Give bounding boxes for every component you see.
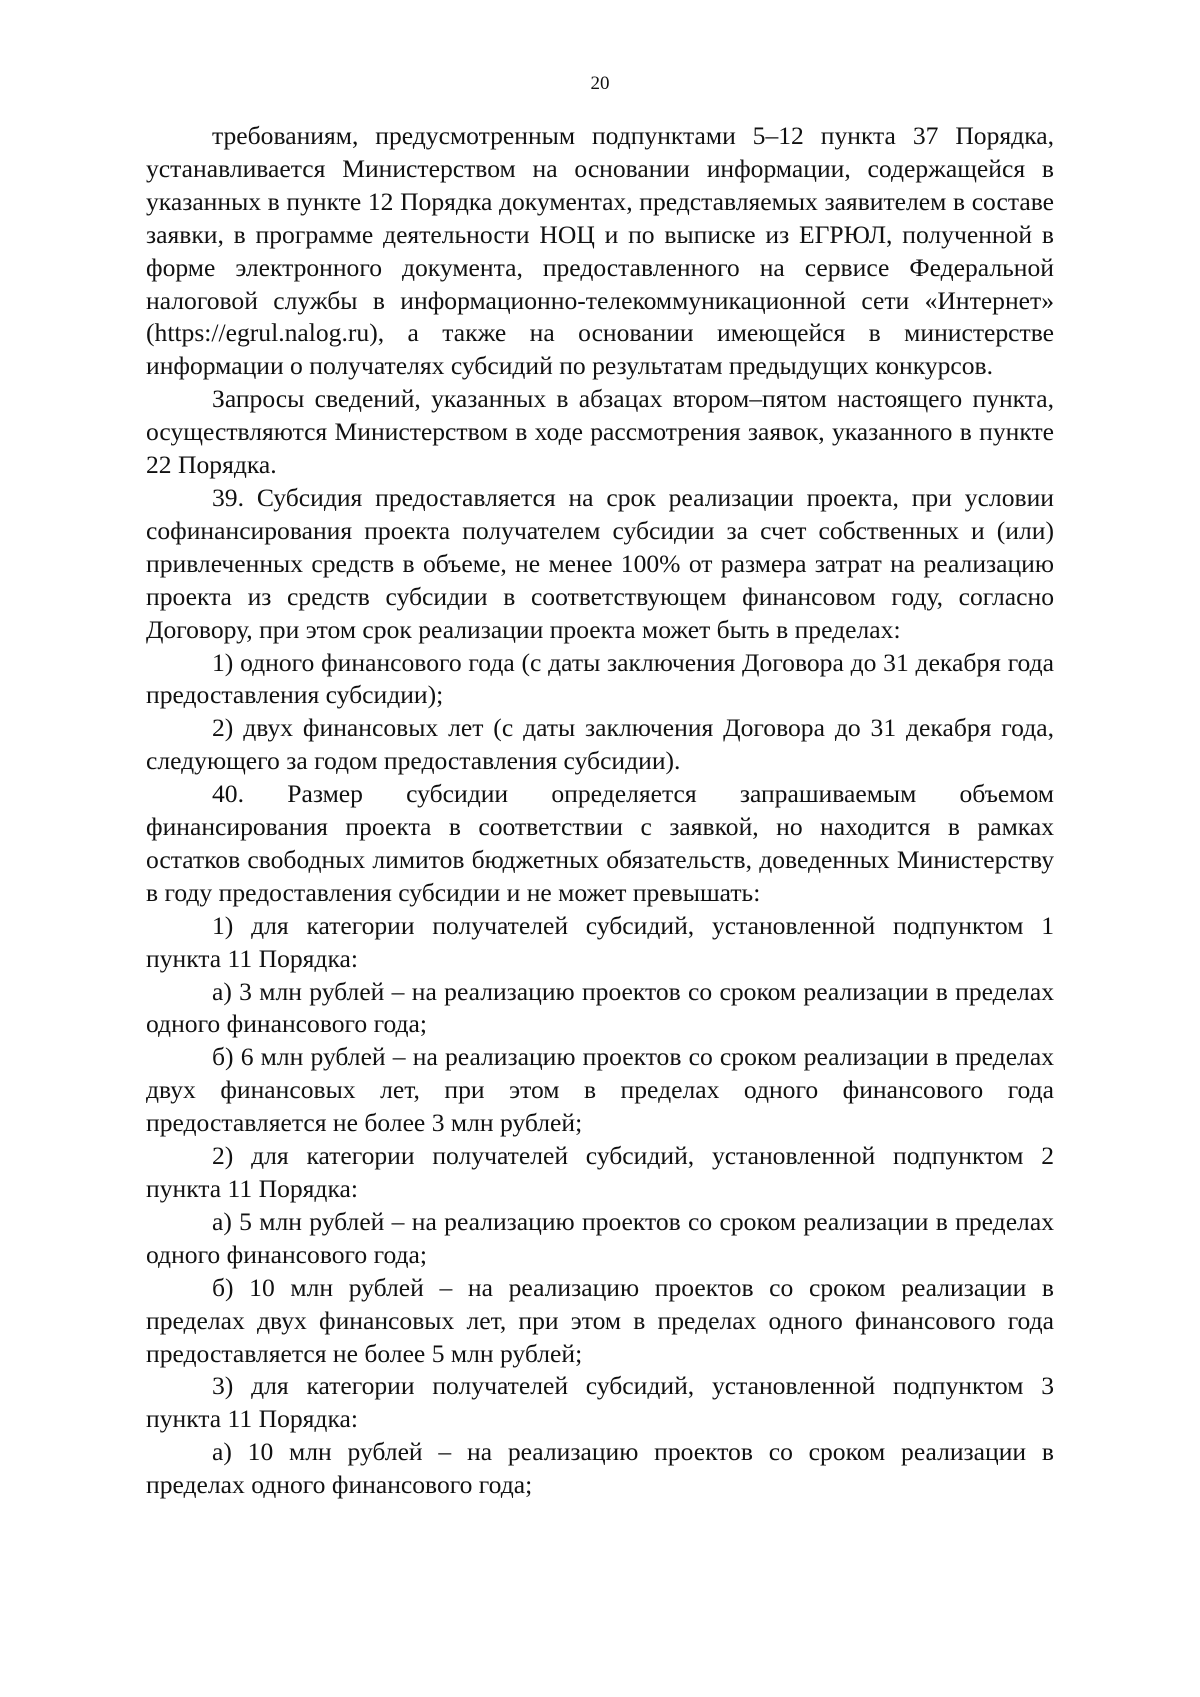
- paragraph-2: Запросы сведений, указанных в абзацах втором–пятом настоящего пункта, осуществляются Министерством в ходе рассмотрения заявок, указанного в пункте 22 Порядка.: [146, 384, 1054, 480]
- paragraph-13: 3) для категории получателей субсидий, установленной подпунктом 3 пункта 11 Порядка:: [146, 1371, 1054, 1434]
- paragraph-10: 2) для категории получателей субсидий, установленной подпунктом 2 пункта 11 Порядка:: [146, 1141, 1054, 1203]
- paragraph-5: 2) двух финансовых лет (с даты заключения Договора до 31 декабря года, следующего за годом предоставления субсидии).: [146, 713, 1054, 776]
- paragraph-8: а) 3 млн рублей – на реализацию проектов со сроком реализации в пределах одного финансового года;: [146, 976, 1054, 1039]
- paragraph-3: 39. Субсидия предоставляется на срок реализации проекта, при условии софинансирования проекта получателем субсидии за счет собственных и (или) привлеченных средств в объеме, не менее 100% от размера затрат на реализацию проекта из средств субсидии в соответствующем финансовом году, согласно Договору, при этом срок реализации проекта может быть в пределах:: [146, 482, 1054, 644]
- page-number: 20: [590, 73, 610, 94]
- paragraph-7: 1) для категории получателей субсидий, установленной подпунктом 1 пункта 11 Порядка:: [146, 910, 1054, 973]
- paragraph-9: б) 6 млн рублей – на реализацию проектов со сроком реализации в пределах двух финансовых лет, при этом в пределах одного финансового года предоставляется не более 3 млн рублей;: [146, 1042, 1054, 1138]
- paragraph-14: а) 10 млн рублей – на реализацию проектов со сроком реализации в пределах одного финансового года;: [146, 1437, 1054, 1500]
- paragraph-12: б) 10 млн рублей – на реализацию проектов со сроком реализации в пределах двух финансовых лет, при этом в пределах одного финансового года предоставляется не более 5 млн рублей;: [146, 1272, 1054, 1368]
- document-body: [146, 120, 1054, 1502]
- paragraph-1: требованиям, предусмотренным подпунктами 5–12 пункта 37 Порядка, устанавливается Министерством на основании информации, содержащейся в указанных в пункте 12 Порядка документах, представляемых заявителем в составе заявки, в программе деятельности НОЦ и по выписке из ЕГРЮЛ, полученной в форме электронного документа, предоставленного на сервисе Федеральной налоговой службы в информационно-телекоммуникационной сети «Интернет» (https://egrul.nalog.ru), а также на основании имеющейся в министерстве информации о получателях субсидий по результатам предыдущих конкурсов.: [146, 121, 1054, 381]
- paragraph-11: а) 5 млн рублей – на реализацию проектов со сроком реализации в пределах одного финансового года;: [146, 1206, 1054, 1269]
- paragraph-4: 1) одного финансового года (с даты заключения Договора до 31 декабря года предоставления субсидии);: [146, 647, 1054, 710]
- paragraph-6: 40. Размер субсидии определяется запрашиваемым объемом финансирования проекта в соответствии с заявкой, но находится в рамках остатков свободных лимитов бюджетных обязательств, доведенных Министерству в году предоставления субсидии и не может превышать:: [146, 779, 1054, 907]
